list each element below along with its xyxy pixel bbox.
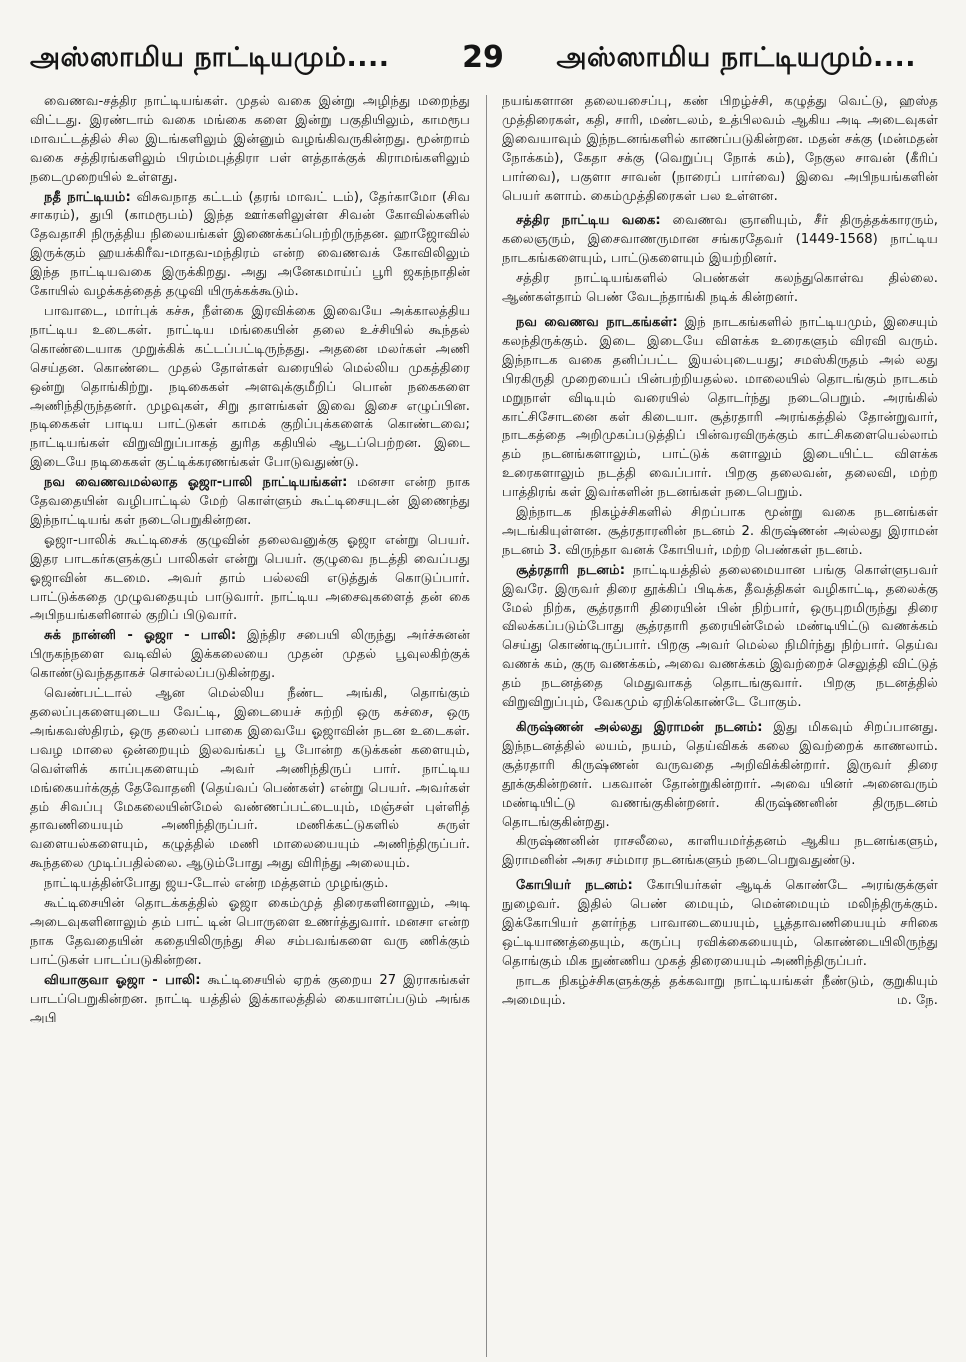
paragraph bbox=[502, 719, 938, 832]
section-heading: நவ வைணவமல்லாத ஓஜா-பாலி நாட்டியங்கள்: bbox=[44, 475, 348, 491]
page-header bbox=[0, 0, 966, 95]
paragraph-text: இந் நாடகங்களில் நாட்டியமும், இசையும் கலந்திருக்கும். இடை இடையே விளக்க உரைகளும் விரவி வரும். இந்நாடக வகை தனிப்பட்ட இயல்புடையது; சமஸ்கிருதம் அல் லது பிரகிருதி முறையைப் பின்பற்றியதல்ல. மாலையில் தொடங்கும் நாடகம் மறுநாள் விடியும் வரையில் தொடர்ந்து நடைபெறும். அரங்கில் காட்சிசோடனை கள் கிடையா. சூத்ரதாரி அரங்கத்தில் தோன்றுவார், நாடகத்தை அறிமுகப்படுத்திப் பின்வரவிருக்கும் காட்சிகளையெல்லாம் தம் நடனங்களாலும், பாட்டுக் களாலும் இடையிட்ட விளக்க உரைகளாலும் நடத்தி வைப்பார். பிறகு தலைவன், தலைவி, மற்ற பாத்திரங் கள் இவர்களின் நடனங்கள் நடைபெறும். bbox=[502, 314, 938, 501]
paragraph bbox=[502, 562, 938, 713]
paragraph bbox=[30, 895, 470, 971]
paragraph-text: நாட்டியத்தின்போது ஜய-டோல் என்ற மத்தளம் முழங்கும். bbox=[44, 876, 389, 892]
paragraph bbox=[30, 303, 470, 473]
paragraph-text: வைணவ-சத்திர நாட்டியங்கள். முதல் வகை இன்று அழிந்து மறைந்து விட்டது. இரண்டாம் வகை மங்கை களை இன்று பகுதியிலும், காமரூப மாவட்டத்தில் சில இடங்களிலும் இன்னும் வழங்கிவருகின்றது. மூன்றாம் வகை சத்திரங்களிலும் பிரம்மபுத்திரா பள் ளத்தாக்குக் கிராமங்களிலும் நடைமுறையில் உள்ளது. bbox=[30, 94, 470, 185]
section-heading: கோபியர் நடனம்: bbox=[516, 878, 633, 894]
running-title-right: அஸ்ஸாமிய நாட்டியமும்.... bbox=[556, 42, 916, 73]
paragraph-text: விசுவநாத கட்டம் (தரங் மாவட் டம்), தேர்காமோ (சிவ சாகரம்), துபி (காமரூபம்) இந்த ஊர்களிலுள்ள சிவன் கோவில்களில் தேவதாசி நிருத்திய நிலையங்கள் இணைக்கப்பெற்றிருந்தன. ஹாஜோவில் இருக்கும் ஹயக்கிரீவ-மாதவ-மந்திரம் என்ற வைணவக் கோவிலிலும் இந்த நாட்டியவகை இருக்கிறது. அது அனேகமாய்ப் பூரி ஜகந்நாதின் கோயில் வழக்கத்தைத் தழுவி யிருக்கக்கூடும். bbox=[30, 189, 470, 300]
paragraph-text: பாவாடை, மார்புக் கச்சு, நீள்கை இரவிக்கை இவையே அக்காலத்திய நாட்டிய உடைகள். நாட்டிய மங்கையின் தலை உச்சியில் கூந்தல் கொண்டையாக முறுக்கிக் கட்டப்பட்டிருந்தது. அதனை மலர்கள் அணி செய்தன. கொண்டை முதல் தோள்கள் வரையில் மெல்லிய முகத்திரை ஒன்று தொங்கிற்று. நடிகைகள் அளவுக்குமீறிப் பொன் நகைகளை அணிந்திருந்தனர். முழவுகள், சிறு தாளங்கள் இவை இசை எழுப்பின. நடிகைகள் பாடிய பாட்டுகள் காமக் குறிப்புக்களைக் கொண்டவை; நாட்டியங்கள் விறுவிறுப்பாகத் துரித கதியில் ஆடப்பெற்றன. இடை இடையே நடிகைகள் குட்டிக்கரணங்கள் போடுவதுண்டு. bbox=[30, 303, 470, 471]
paragraph-text: வைணவ ஞானியும், சீர் திருத்தக்காரரும், கலைஞரும், இசைவாணருமான சங்கரதேவர் (1449-1568) நாட்டிய நாடகங்களையும், பாட்டுகளையும் இயற்றினர். bbox=[502, 213, 938, 267]
author-initials: ம. நே. bbox=[896, 992, 938, 1008]
paragraph bbox=[502, 93, 938, 206]
section-heading: சூத்ரதாரி நடனம்: bbox=[516, 562, 626, 578]
page-number: 29 bbox=[462, 40, 504, 75]
paragraph bbox=[30, 474, 470, 531]
paragraph bbox=[502, 314, 938, 503]
paragraph-text: வெண்பட்டால் ஆன மெல்லிய நீண்ட அங்கி, தொங்கும் தலைப்புகளையுடைய வேட்டி, இடையைச் சுற்றி ஒரு கச்சை, ஒரு அங்கவஸ்திரம், ஒரு தலைப் பாகை இவையே ஓஜாவின் நடன உடைகள். பவழ மாலை ஒன்றையும் இலவங்கப் பூ போன்ற கடுக்கன் களையும், வெள்ளிக் காப்புகளையும் அவர் அணிந்திருப் பார். நாட்டிய மங்கையர்க்குத் தேவோதனி (தெய்வப் பெண்கள்) என்று பெயர். அவர்கள் தம் சிவப்பு மேகலையின்மேல் வண்ணப்பட்டையும், மஞ்சள் புள்ளித் தாவணியையும் அணிந்திருப்பர். மணிக்கட்டுகளில் சுருள் வளையல்களையும், கழுத்தில் மணி மாலையையும் அணிந்திருப்பர். கூந்தலை முடிப்பதில்லை. ஆடும்போது அது விரிந்து அலையும். bbox=[30, 686, 470, 872]
paragraph bbox=[502, 833, 938, 871]
paragraph bbox=[30, 532, 470, 627]
running-title-left: அஸ்ஸாமிய நாட்டியமும்.... bbox=[30, 42, 390, 73]
paragraph bbox=[30, 627, 470, 684]
paragraph bbox=[30, 875, 470, 894]
paragraph-text: கூட்டிசையில் ஏறக் குறைய 27 இராகங்கள் பாடப்பெறுகின்றன. நாட்டி யத்தில் இக்காலத்தில் கையாளப்படும் அங்க அபி bbox=[30, 972, 470, 1026]
paragraph bbox=[502, 973, 938, 1011]
paragraph-text: இந்திர சபையி லிருந்து அர்ச்சுனன் பிருகந்நளை வடிவில் இக்கலையை முதன் முதல் பூவுலகிற்குக் கொண்டுவந்ததாகச் சொல்லப்படுகின்றது. bbox=[30, 628, 470, 682]
left-column bbox=[30, 93, 470, 1355]
paragraph-text: நாடக நிகழ்ச்சிகளுக்குத் தக்கவாறு நாட்டியங்கள் நீண்டும், குறுகியும் அமையும். bbox=[502, 973, 938, 1008]
paragraph bbox=[30, 972, 470, 1029]
paragraph bbox=[502, 877, 938, 972]
section-heading: வியாகுவா ஓஜா - பாலி: bbox=[44, 972, 201, 988]
paragraph-text: கிருஷ்ணனின் ராசலீலை, காளியமர்த்தனம் ஆகிய நடனங்களும், இராமனின் அசுர சம்மார நடனங்களும் நடைபெறுவதுண்டு. bbox=[502, 834, 938, 869]
paragraph-text: நயங்களான தலையசைப்பு, கண் பிறழ்ச்சி, கழுத்து வெட்டு, ஹஸ்த முத்திரைகள், கதி, சாரி, மண்டலம், உத்பிலவம் ஆகிய அடி அடைவுகள் இவையாவும் இந்நடனங்களில் காணப்படுகின்றன. மதன் சக்கு (மன்மதன் நோக்கம்), கேதா சக்கு (வெறுப்பு நோக் கம்), நேகுல சாவன் (கீரிப் பார்வை), பகுளா சாவன் (நாரைப் பார்வை) இவை அபிநயங்களின் பெயர் களாம். கைம்முத்திரைகள் பல உள்ளன. bbox=[502, 94, 938, 204]
column-divider bbox=[486, 95, 487, 1357]
paragraph bbox=[502, 504, 938, 561]
paragraph bbox=[502, 270, 938, 308]
paragraph-text: மனசா என்ற நாக தேவதையின் வழிபாட்டில் மேற் கொள்ளும் கூட்டிசையுடன் இணைந்து இந்நாட்டியங் கள் நடைபெறுகின்றன. bbox=[30, 475, 470, 528]
paragraph-text: சத்திர நாட்டியங்களில் பெண்கள் கலந்துகொள்வ தில்லை. ஆண்கள்தாம் பெண் வேடந்தாங்கி நடிக் கின்றனர். bbox=[502, 271, 938, 306]
paragraph-text: இந்நாடக நிகழ்ச்சிகளில் சிறப்பாக மூன்று வகை நடனங்கள் அடங்கியுள்ளன. சூத்ரதாரனின் நடனம் 2. கிருஷ்ணன் அல்லது இராமன் நடனம் 3. விருந்தா வனக் கோபியர், மற்ற பெண்கள் நடனம். bbox=[502, 505, 938, 558]
paragraph bbox=[30, 93, 470, 188]
section-heading: சத்திர நாட்டிய வகை: bbox=[516, 213, 661, 229]
right-column bbox=[502, 93, 938, 1355]
section-heading: சுக் நான்னி - ஓஜா - பாலி: bbox=[44, 628, 237, 644]
section-heading: கிருஷ்ணன் அல்லது இராமன் நடனம்: bbox=[516, 720, 763, 735]
paragraph bbox=[502, 212, 938, 269]
paragraph-text: நாட்டியத்தில் தலைமையான பங்கு கொள்ளுபவர் இவரே. இருவர் திரை தூக்கிப் பிடிக்க, தீவத்திகள் வழிகாட்டி, தலைக்கு மேல் நிற்க, சூத்ரதாரி திரையின் பின் நிற்பார், ஒருபுறமிருந்து திரை விலக்கப்படும்போது சூத்ரதாரி தரையின்மேல் மண்டியிட்டு வணக்கம் செய்து கொண்டிருப்பார். பிறகு அவர் மெல்ல நிமிர்ந்து நிற்பார். தெய்வ வணக் கம், குரு வணக்கம், அவை வணக்கம் இவற்றைச் செலுத்தி விட்டுத் தம் நடனத்தை மெதுவாகத் தொடங்குவார். பிறகு நடனத்தில் விறுவிறுப்பும், வேகமும் ஏறிக்கொண்டே போகும். bbox=[502, 562, 938, 711]
section-heading: நதீ நாட்டியம்: bbox=[44, 189, 131, 205]
paragraph-text: கோபியர்கள் ஆடிக் கொண்டே அரங்குக்குள் நுழைவர். இதில் பெண் மையும், மென்மையும் மலிந்திருக்கும். இக்கோபியர் தளர்ந்த பாவாடையையும், பூத்தாவணியையும் சரிகை ஒட்டியாணத்தையும், கருப்பு ரவிக்கையையும், கொண்டையிலிருந்து தொங்கும் மிக நுண்ணிய முகத் திரையையும் அணிந்திருப்பர். bbox=[502, 878, 938, 969]
section-heading: நவ வைணவ நாடகங்கள்: bbox=[516, 314, 678, 330]
paragraph-text: கூட்டிசையின் தொடக்கத்தில் ஓஜா கைம்முத் திரைகளினாலும், அடி அடைவுகளினாலும் தம் பாட் டின் பொருளை உணர்த்துவார். மனசா என்ற நாக தேவதையின் கதையிலிருந்து சில சம்பவங்களை வரு ணிக்கும் பாட்டுகள் பாடப்படுகின்றன. bbox=[30, 896, 470, 968]
paragraph-text: இது மிகவும் சிறப்பானது. இந்நடனத்தில் லயம், நயம், தெய்விகக் கலை இவற்றைக் காணலாம். சூத்ரதாரி கிருஷ்ணன் வருவதை அறிவிக்கின்றார். இருவர் திரை தூக்குகின்றனர். பகவான் தோன்றுகின்றார். அவை யினர் அனைவரும் மண்டியிட்டு வணங்குகின்றனர். கிருஷ்ணனின் திருநடனம் தொடங்குகின்றது. bbox=[502, 720, 938, 830]
paragraph-text: ஓஜா-பாலிக் கூட்டிசைக் குழுவின் தலைவனுக்கு ஓஜா என்று பெயர். இதர பாடகர்களுக்குப் பாலிகள் என்று பெயர். குழுவை நடத்தி வைப்பது ஓஜாவின் கடமை. அவர் தாம் பல்லவி எடுத்துக் கொடுப்பார். பாட்டுக்கதை முழுவதையும் பாடுவார். நாட்டிய அசைவுகளைத் தன் கை அபிநயங்களினால் குறிப் பிடுவார். bbox=[30, 532, 470, 624]
paragraph bbox=[30, 685, 470, 874]
paragraph bbox=[30, 189, 470, 302]
